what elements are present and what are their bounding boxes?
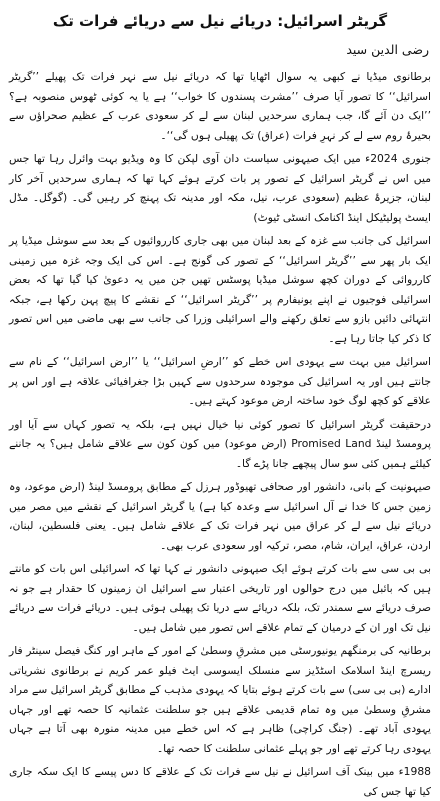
paragraph: اسرائیل میں بہت سے یہودی اس خطے کو ’’ارضِ اسرائیل‘‘ یا ’’ارض اسرائیل‘‘ کے نام سے جانتے ہیں اور یہ اسرائیل کی موجودہ سرحدوں سے کہیں بڑا جغرافیائی علاقہ ہے اور اس پر علاقے کو کچھ لوگ خود ساختہ ارض موعود کہتے ہیں۔ [9,355,431,407]
paragraph: بی بی سی سے بات کرتے ہوئے ایک صیہونی دانشور نے کہا تھا کہ اسرائیلی اس بات کو مانتے ہیں کہ بائبل میں درج حوالوں اور تاریخی اعتبار سے اسرائیل ان زمینوں کا حقدار ہے جو نہ صرف دریائے سے سمندر تک، بلکہ دریائے سے دریا تک پھیلی ہوئی ہیں۔ دریائے فرات سے دریائے نیل تک اور ان کے درمیان کے تمام علاقے اس تصور میں شامل ہیں۔ [9,562,431,634]
article-author: رضی الدین سید [346,42,429,57]
paragraph: درحقیقت گریٹر اسرائیل کا تصور کوئی نیا خیال نہیں ہے، بلکہ یہ تصور کہاں سے آیا اور پرومسڈ لینڈ Promised Land (ارض موعود) میں کون کون سے علاقے شامل ہیں؟ یہ جاننے کیلئے ہمیں کئی سو سال پیچھے جانا پڑے گا۔ [9,417,432,470]
paragraph: جنوری 2024ء میں ایک صیہونی سیاست دان آوی لپکن کا وہ ویڈیو بہت وائرل رہا تھا جس میں اس نے گریٹر اسرائیل کے تصور پر بات کرتے ہوئے کہا تھا کہ ہماری سرحدیں آخر کار لبنان، جزیرۂ عظیم (سعودی عرب، نیل، مکہ اور مدینہ تک پہنچ کر رہیں گی۔ (گوگل۔ مڈل ایسٹ پولیٹیکل اینڈ اکنامک انسٹی ٹیوٹ) [9,152,431,224]
paragraph: 1988ء میں بینک آف اسرائیل نے نیل سے فرات تک کے علاقے کا دس پیسے کا ایک سکہ جاری کیا تھا جس کی [9,765,431,798]
article-title: گریٹر اسرائیل: دریائے نیل سے دریائے فرات تک [52,12,388,30]
paragraph: برطانیہ کی برمنگھم یونیورسٹی میں مشرقِ وسطیٰ کے امور کے ماہر اور کنگ فیصل سینٹر فار ریسرچ اینڈ اسلامک اسٹڈیز سے منسلک ایسوسی ایٹ فیلو عمر کریم نے برطانوی نشریاتی ادارے (بی بی سی) سے بات کرتے ہوئے بتایا کہ یہودی مذہب کے مطابق گریٹر اسرائیل سے مراد مشرقِ وسطیٰ میں وہ تمام قدیمی علاقے ہیں جو سلطنت عثمانیہ کا حصہ تھے اور جہاں یہودی آباد تھے۔ (جنگ کراچی) ظاہر ہے کہ اس خطے میں مدینہ منورہ بھی آتا ہے جہاں یہودی رہا کرتے تھے اور جو پہلے عثمانی سلطنت کا حصہ تھا۔ [9,644,431,755]
paragraph: صیہونیت کے بانی، دانشور اور صحافی تھیوڈور ہرزل کے مطابق پرومسڈ لینڈ (ارض موعود، وہ زمین جس کا خدا نے آل اسرائیل سے وعدہ کیا ہے) یا گریٹر اسرائیل کے نقشے میں مصر میں دریائے نیل سے لے کر عراق میں نہر فرات تک کے علاقے شامل ہیں۔ یعنی فلسطین، لبنان، اردن، عراق، ایران، شام، مصر، ترکیہ اور سعودی عرب بھی۔ [9,480,431,552]
paragraph: اسرائیل کی جانب سے غزہ کے بعد لبنان میں بھی جاری کارروائیوں کے بعد سے سوشل میڈیا پر ایک بار پھر سے ’’گریٹر اسرائیل‘‘ کے تصور کی گونج ہے۔ اس کی ایک وجہ غزہ میں زمینی کارروائی کے دوران کچھ سوشل میڈیا پوسٹس تھیں جن میں یہ دعویٰ کیا گیا تھا کہ بعض اسرائیلی فوجیوں نے اپنے یونیفارم پر ’’گریٹر اسرائیل‘‘ کے نقشے کا پیچ پہن رکھا ہے، جبکہ انتہائی دائیں بازو سے تعلق رکھنے والے اسرائیلی وزرا کی جانب سے بھی ماضی میں اس تصور کا ذکر کیا جاتا رہا ہے۔ [9,234,431,345]
paragraph: برطانوی میڈیا نے کبھی یہ سوال اٹھایا تھا کہ دریائے نیل سے نہر فرات تک پھیلے ’’گریٹر اسرائیل‘‘ کا تصور آیا صرف ’’مشرت پسندوں کا خواب‘‘ ہے یا یہ کوئی ٹھوس منصوبہ ہے؟ ’’ایک دن آئے گا، جب ہماری سرحدیں لبنان سے لے کر سعودی عرب کے عظیم صحراؤں سے بحیرۂ روم سے لے کر نہرِ فرات (عراق) تک پھیلی ہوں گی‘‘۔ [9,70,431,142]
